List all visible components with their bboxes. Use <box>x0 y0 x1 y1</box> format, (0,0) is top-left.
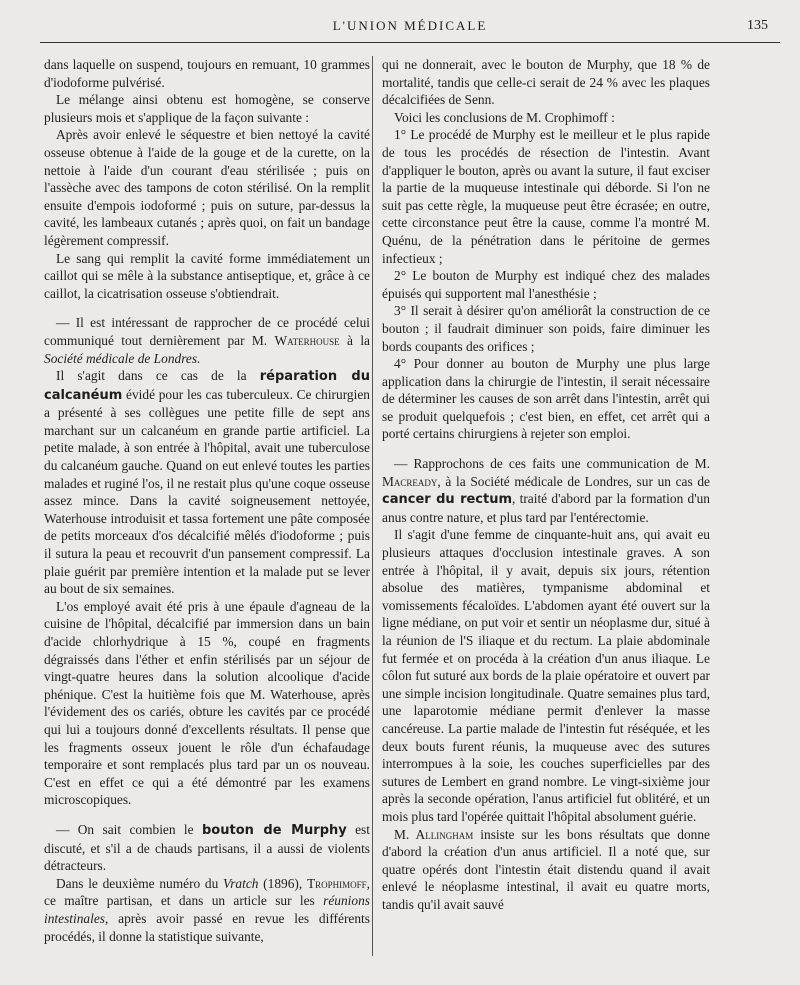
page-number: 135 <box>747 18 768 33</box>
text-run: — Il est intéressant de rapprocher de ce procédé celui communiqué tout dernièrement par M. <box>44 315 370 348</box>
text-run: évidé pour les cas tuberculeux. Ce chirurgien a présenté à ses collègues une petite fille de sept ans marchant sur un calcanéum en grande partie artificiel. La petite malade, à son entrée à l'hôpital, avait une tuberculose du calcanéum gauche. Quand on eut enlevé toutes les parties malades et ruginé l'os, il ne restait plus qu'une coque osseuse assez mince. Dans la cavité soigneusement nettoyée, Waterhouse introduisit et tassa fortement une pâte composée de petits morceaux d'os décalcifié mêlés d'iodoforme ; puis il sutura la peau et recouvrit d'un pansement compressif. La plaie guérit par première intention et la malade put se lever au bout de six semaines. <box>44 386 370 597</box>
paragraph: Il s'agit d'une femme de cinquante-huit ans, qui avait eu plusieurs attaques d'occlusion intestinale graves. A son entrée à l'hôpital, il y avait, depuis six jours, rétention absolue des matières, tympanisme abdominal et vomissements fécaloïdes. L'abdomen ayant été ouvert sur la ligne médiane, on put voir et sentir un néoplasme dur, situé à la réunion de l'S iliaque et du rectum. La plaie abdominale fut fermée et on procéda à la création d'un anus iliaque. Le côlon fut suturé aux bords de la plaie opératoire et ouvert par une simple incision longitudinale. Quatre semaines plus tard, une laparotomie médiane permit d'enlever la masse cancéreuse. La partie malade de l'intestin fut réséquée, et les deux bouts furent réunis, la muqueuse avec des sutures interrompues à la soie, les couches superficielles par des sutures de Lembert en grand nombre. Le vingt-sixième jour après la seconde opération, l'anus artificiel fut oblitéré, et un mois plus tard l'opérée quittait l'hôpital absolument guérie. <box>382 527 710 824</box>
text-run: , à la Société médicale de Londres, sur un cas de <box>437 473 710 489</box>
text-run: insiste sur les bons résultats que donne d'abord la création d'un anus artificiel. Il a noté que, sur quatre opérés dont l'intestin était distendu quand il avait enlevé le néoplasme intestinal, il avait eu quatre morts, tandis qu'il avait sauvé <box>382 826 710 912</box>
paragraph: qui ne donnerait, avec le bouton de Murphy, que 18 % de mortalité, tandis que celle-ci serait de 24 % avec les plaques décalcifiées de Senn. <box>382 57 710 108</box>
text-run: , ce maître partisan, et dans un article sur les <box>44 875 370 909</box>
person-name: M. Allingham <box>394 826 474 842</box>
paragraph: 1° Le procédé de Murphy est le meilleur et le plus rapide de tous les procédés de résection de l'intestin. Avant d'appliquer le bouton, après ou avant la suture, il faut exciser la partie de la muqueuse intestinale qui déborde. Si l'on ne suit pas cette règle, la muqueuse peut être écrasée; en outre, cette circonstance peut être la cause, comme l'a montré M. Quénu, de la pénétration dans le péritoine de germes infectieux ; <box>382 127 710 266</box>
paragraph <box>44 314 370 367</box>
paragraph: Le mélange ainsi obtenu est homogène, se conserve plusieurs mois et s'applique de la façon suivante : <box>44 92 370 125</box>
left-column <box>44 56 370 945</box>
paragraph: L'os employé avait été pris à une épaule d'agneau de la cuisine de l'hôpital, décalcifié par immersion dans un bain d'acide chlorhydrique à 15 %, coupé en fragments dégraissés dans l'éther et enfin stérilisés par un séjour de vingt-quatre heures dans la solution alcoolique d'acide phénique. C'est la huitième fois que M. Waterhouse, après l'évidement des os cariés, obture les cavités par ce procédé qui lui a toujours donné d'excellents résultats. Il pense que les fragments osseux jouent le rôle d'un échafaudage temporaire et sont remplacés plus tard par un os nouveau. C'est en effet ce qui a été démontré par les examens microscopiques. <box>44 598 370 808</box>
text-run: Il s'agit dans ce cas de la <box>56 368 247 384</box>
journal-title: L'UNION MÉDICALE <box>332 18 488 33</box>
text-run: — On sait combien le <box>56 821 194 837</box>
text-run: — Rapprochons de ces faits une communication de M. <box>394 456 710 472</box>
text-run: , traité d'abord par la formation d'un anus contre nature, et plus tard par l'entérectomie. <box>382 491 710 525</box>
bold-term: réparation du calcanéum <box>44 369 370 403</box>
text-run: à la <box>347 332 370 348</box>
running-header <box>40 14 780 43</box>
person-name: Trophimoff <box>306 875 367 891</box>
paragraph <box>382 826 710 914</box>
person-name: Waterhouse <box>274 332 340 348</box>
text-run: est discuté, et s'il a de chauds partisans, il a aussi de violents détracteurs. <box>44 821 370 874</box>
paragraph <box>382 455 710 526</box>
article-title: réunions intestinales, <box>44 893 370 926</box>
paragraph: 4° Pour donner au bouton de Murphy une plus large application dans la chirurgie de l'intestin, il serait nécessaire de déterminer les causes de son arrêt dans l'intestin, arrêt qui se produit quelquefois ; c'est bien, en effet, cet arrêt qui a porté certains chirurgiens à rejeter son emploi. <box>382 356 710 442</box>
paragraph: Voici les conclusions de M. Crophimoff : <box>394 109 615 125</box>
paragraph: 3° Il serait à désirer qu'on améliorât la construction de ce bouton ; il faudrait diminuer son poids, faire diminuer les bords coupants des orifices ; <box>382 303 710 354</box>
right-column <box>382 56 710 914</box>
column-divider <box>372 56 373 956</box>
text-run: (1896), <box>263 875 303 891</box>
paragraph <box>44 367 370 598</box>
text-run: Dans le deuxième numéro du <box>56 875 219 891</box>
bold-term: cancer du rectum <box>382 492 513 508</box>
paragraph: Le sang qui remplit la cavité forme immédiatement un caillot qui se mêle à la substance antiseptique, et, grâce à ce caillot, la cicatrisation osseuse s'obtiendrait. <box>44 250 370 301</box>
paragraph: Après avoir enlevé le séquestre et bien nettoyé la cavité osseuse obtenue à l'aide de la gouge et de la curette, on la nettoie à l'aide d'un courant d'eau stérilisée ; puis on l'assèche avec des tampons de coton stérilisé. On la remplit ensuite d'empois iodoformé ; puis on suture, par-dessus la cavité, les lambeaux cutanés ; après quoi, on fait un bandage légèrement compressif. <box>44 127 370 248</box>
bold-term: bouton de Murphy <box>201 822 347 838</box>
person-name: Macready <box>382 473 438 489</box>
paragraph: 2° Le bouton de Murphy est indiqué chez des malades épuisés qui supportent mal l'anesthésie ; <box>382 268 710 301</box>
paragraph: dans laquelle on suspend, toujours en remuant, 10 grammes d'iodoforme pulvérisé. <box>44 57 370 90</box>
paragraph <box>44 821 370 875</box>
society-name: Société médicale de Londres. <box>44 350 201 366</box>
journal-name: Vratch <box>223 875 259 891</box>
text-run: après avoir passé en revue les différents procédés, il donne la statistique suivante, <box>44 910 370 944</box>
paragraph <box>44 875 370 945</box>
